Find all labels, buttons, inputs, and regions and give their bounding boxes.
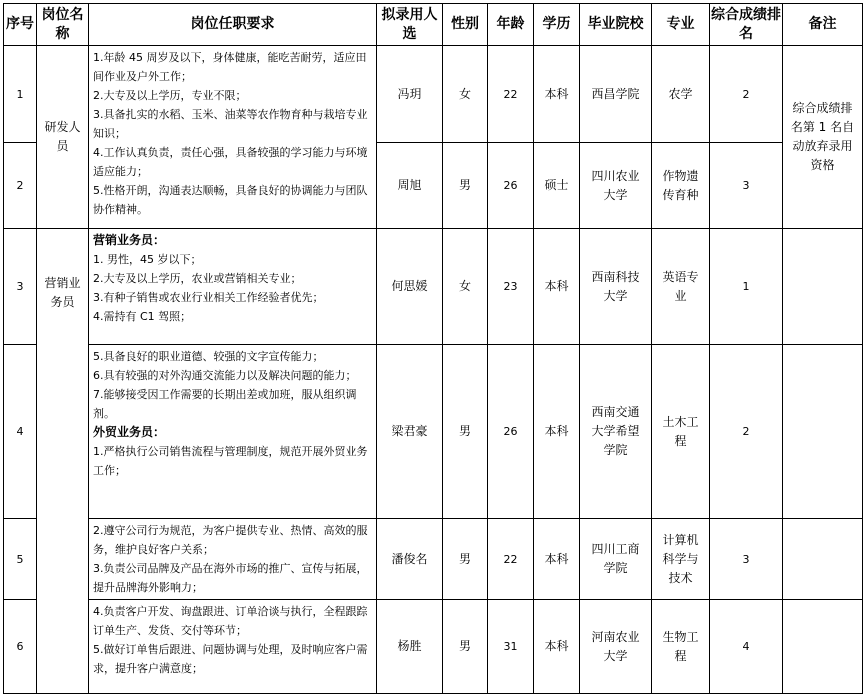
req-line: 1. 男性，45 岁以下； bbox=[93, 253, 202, 266]
req-line: 5.具备良好的职业道德、较强的文字宣传能力； bbox=[93, 350, 324, 363]
header-row bbox=[4, 4, 863, 46]
req-heading: 营销业务员： bbox=[93, 233, 166, 247]
candidate-major: 作物遗传育种 bbox=[652, 143, 710, 229]
candidate-gender: 男 bbox=[443, 600, 488, 694]
table-row bbox=[4, 46, 863, 143]
note-rd: 综合成绩排名第 1 名自动放弃录用资格 bbox=[783, 46, 863, 229]
candidate-name: 梁君豪 bbox=[377, 345, 443, 519]
candidate-name: 何思媛 bbox=[377, 229, 443, 345]
position-sales: 营销业务员 bbox=[37, 229, 89, 694]
candidate-major: 土木工程 bbox=[652, 345, 710, 519]
candidate-name: 冯玥 bbox=[377, 46, 443, 143]
requirements-sales-a bbox=[89, 229, 377, 345]
candidate-name: 潘俊名 bbox=[377, 519, 443, 600]
req-line: 4.需持有 C1 驾照； bbox=[93, 310, 192, 323]
row-no: 1 bbox=[4, 46, 37, 143]
req-line: 2.遵守公司行为规范，为客户提供专业、热情、高效的服务，维护良好客户关系； bbox=[93, 524, 368, 556]
header-age: 年龄 bbox=[488, 4, 534, 46]
candidate-age: 23 bbox=[488, 229, 534, 345]
row-no: 5 bbox=[4, 519, 37, 600]
req-line: 3.具备扎实的水稻、玉米、油菜等农作物育种与栽培专业知识； bbox=[93, 108, 368, 140]
candidate-age: 26 bbox=[488, 345, 534, 519]
req-heading: 外贸业务员： bbox=[93, 425, 166, 439]
requirements-rd bbox=[89, 46, 377, 229]
req-line: 5.性格开朗，沟通表达顺畅，具备良好的协调能力与团队协作精神。 bbox=[93, 184, 368, 216]
req-line: 6.具有较强的对外沟通交流能力以及解决问题的能力； bbox=[93, 369, 357, 382]
req-line: 1.严格执行公司销售流程与管理制度，规范开展外贸业务工作； bbox=[93, 445, 368, 477]
candidate-school: 四川工商学院 bbox=[580, 519, 652, 600]
recruitment-table-wrapper bbox=[3, 3, 863, 694]
candidate-major: 计算机科学与技术 bbox=[652, 519, 710, 600]
candidate-school: 河南农业大学 bbox=[580, 600, 652, 694]
row-no: 6 bbox=[4, 600, 37, 694]
candidate-age: 22 bbox=[488, 46, 534, 143]
requirements-sales-b bbox=[89, 345, 377, 519]
note-empty bbox=[783, 519, 863, 600]
header-rank: 综合成绩排名 bbox=[710, 4, 783, 46]
candidate-rank: 2 bbox=[710, 345, 783, 519]
header-requirements: 岗位任职要求 bbox=[89, 4, 377, 46]
candidate-education: 本科 bbox=[534, 345, 580, 519]
candidate-gender: 男 bbox=[443, 519, 488, 600]
recruitment-table bbox=[3, 3, 863, 694]
req-line: 7.能够接受因工作需要的长期出差或加班，服从组织调剂。 bbox=[93, 388, 357, 420]
candidate-education: 本科 bbox=[534, 229, 580, 345]
candidate-education: 本科 bbox=[534, 46, 580, 143]
table-row bbox=[4, 229, 863, 345]
req-line: 3.负责公司品牌及产品在海外市场的推广、宣传与拓展，提升品牌海外影响力； bbox=[93, 562, 368, 594]
candidate-age: 31 bbox=[488, 600, 534, 694]
row-no: 4 bbox=[4, 345, 37, 519]
req-line: 4.工作认真负责，责任心强，具备较强的学习能力与环境适应能力； bbox=[93, 146, 368, 178]
header-gender: 性别 bbox=[443, 4, 488, 46]
candidate-education: 本科 bbox=[534, 600, 580, 694]
candidate-age: 26 bbox=[488, 143, 534, 229]
header-education: 学历 bbox=[534, 4, 580, 46]
req-line: 5.做好订单售后跟进、问题协调与处理，及时响应客户需求，提升客户满意度； bbox=[93, 643, 368, 675]
note-empty bbox=[783, 600, 863, 694]
header-note: 备注 bbox=[783, 4, 863, 46]
header-major: 专业 bbox=[652, 4, 710, 46]
candidate-major: 生物工程 bbox=[652, 600, 710, 694]
candidate-age: 22 bbox=[488, 519, 534, 600]
req-line: 2.大专及以上学历，专业不限； bbox=[93, 89, 247, 102]
position-rd: 研发人员 bbox=[37, 46, 89, 229]
candidate-education: 硕士 bbox=[534, 143, 580, 229]
header-candidate: 拟录用人选 bbox=[377, 4, 443, 46]
candidate-rank: 4 bbox=[710, 600, 783, 694]
candidate-school: 四川农业大学 bbox=[580, 143, 652, 229]
requirements-sales-d bbox=[89, 600, 377, 694]
candidate-major: 农学 bbox=[652, 46, 710, 143]
candidate-rank: 3 bbox=[710, 143, 783, 229]
candidate-school: 西南交通大学希望学院 bbox=[580, 345, 652, 519]
candidate-rank: 1 bbox=[710, 229, 783, 345]
row-no: 2 bbox=[4, 143, 37, 229]
header-no: 序号 bbox=[4, 4, 37, 46]
candidate-rank: 3 bbox=[710, 519, 783, 600]
candidate-name: 周旭 bbox=[377, 143, 443, 229]
req-line: 2.大专及以上学历，农业或营销相关专业； bbox=[93, 272, 302, 285]
table-row bbox=[4, 519, 863, 600]
header-school: 毕业院校 bbox=[580, 4, 652, 46]
candidate-school: 西南科技大学 bbox=[580, 229, 652, 345]
candidate-gender: 女 bbox=[443, 229, 488, 345]
note-empty bbox=[783, 345, 863, 519]
candidate-gender: 男 bbox=[443, 345, 488, 519]
candidate-gender: 女 bbox=[443, 46, 488, 143]
table-row bbox=[4, 600, 863, 694]
req-line: 4.负责客户开发、询盘跟进、订单洽谈与执行，全程跟踪订单生产、发货、交付等环节； bbox=[93, 605, 368, 637]
candidate-name: 杨胜 bbox=[377, 600, 443, 694]
header-position: 岗位名称 bbox=[37, 4, 89, 46]
requirements-sales-c bbox=[89, 519, 377, 600]
note-empty bbox=[783, 229, 863, 345]
row-no: 3 bbox=[4, 229, 37, 345]
candidate-rank: 2 bbox=[710, 46, 783, 143]
candidate-major: 英语专业 bbox=[652, 229, 710, 345]
candidate-school: 西昌学院 bbox=[580, 46, 652, 143]
req-line: 3.有种子销售或农业行业相关工作经验者优先； bbox=[93, 291, 324, 304]
req-line: 1.年龄 45 周岁及以下，身体健康，能吃苦耐劳，适应田间作业及户外工作； bbox=[93, 51, 367, 83]
table-row bbox=[4, 345, 863, 519]
candidate-gender: 男 bbox=[443, 143, 488, 229]
candidate-education: 本科 bbox=[534, 519, 580, 600]
